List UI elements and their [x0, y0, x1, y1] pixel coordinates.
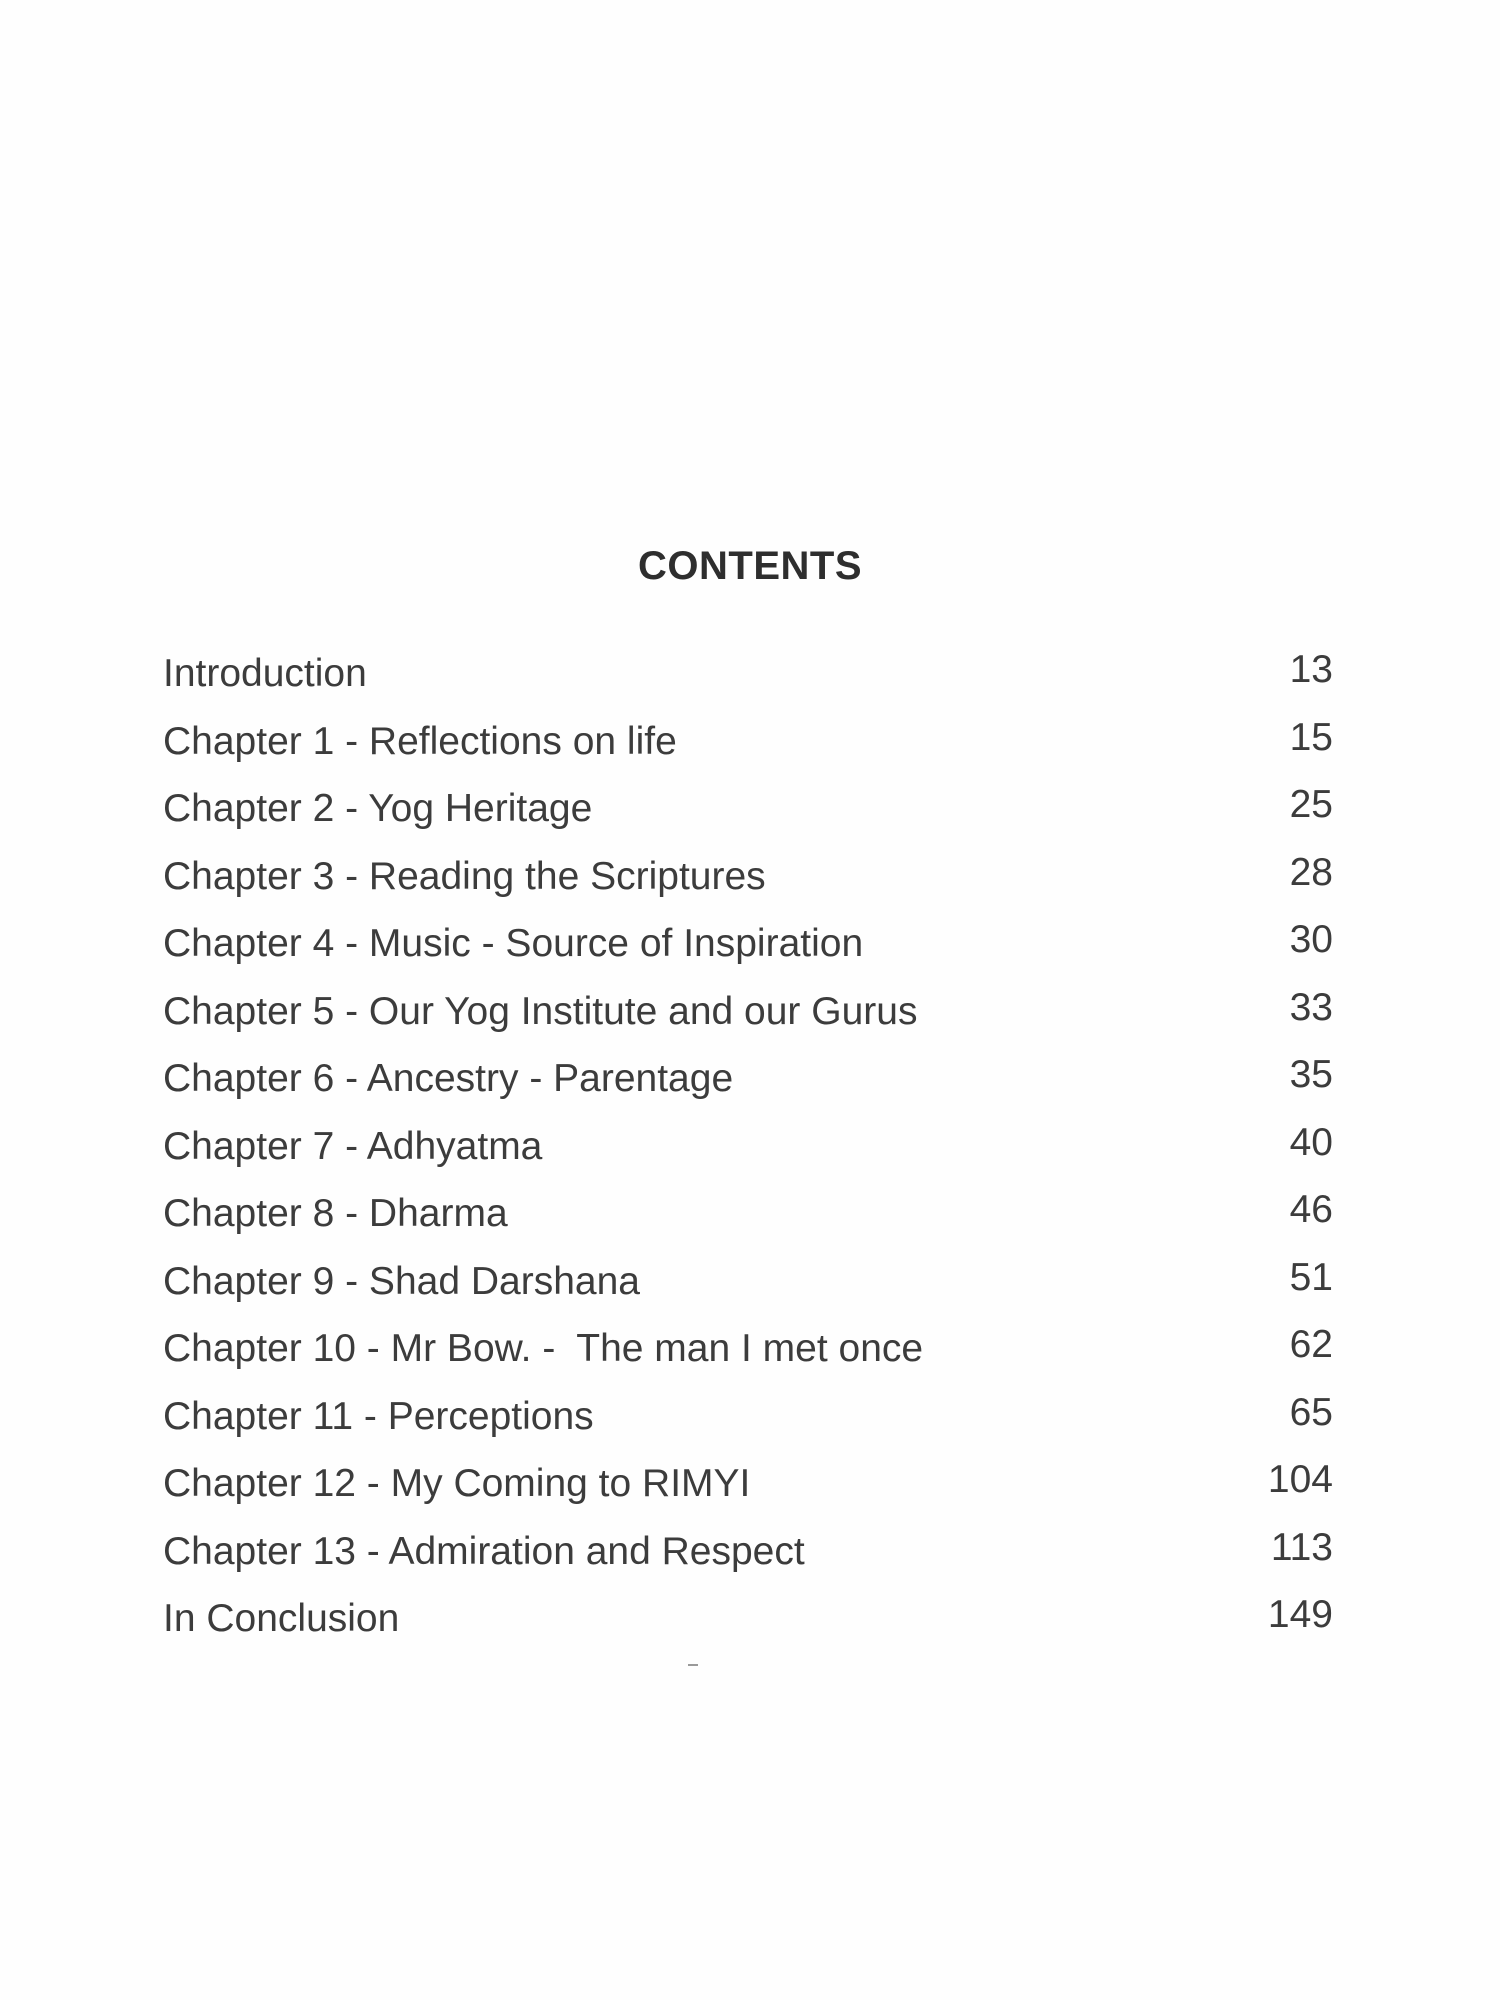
toc-entry-title: Introduction	[163, 652, 367, 695]
toc-entry-page: 13	[1289, 648, 1333, 691]
toc-entry-title: Chapter 6 - Ancestry - Parentage	[163, 1057, 734, 1100]
toc-entry	[163, 978, 1333, 1046]
toc-entry-page: 104	[1267, 1458, 1333, 1501]
toc-entry-title: Chapter 1 - Reflections on life	[163, 719, 677, 763]
toc-entry-page: 113	[1270, 1525, 1333, 1569]
toc-entry-page: 62	[1289, 1323, 1333, 1366]
toc-entry-title: Chapter 10 - Mr Bow. - The man I met once	[163, 1327, 924, 1370]
toc-entry-page: 40	[1289, 1120, 1333, 1164]
toc-entry	[163, 1518, 1333, 1586]
print-mark	[688, 1664, 698, 1666]
toc-entry-page: 28	[1289, 850, 1333, 894]
toc-entry-title: Chapter 4 - Music - Source of Inspiration	[163, 922, 864, 965]
toc-entry	[163, 1248, 1333, 1316]
toc-entry-title: Chapter 11 - Perceptions	[163, 1394, 594, 1438]
toc-entry-page: 15	[1289, 715, 1333, 759]
toc-entry	[163, 843, 1333, 911]
toc-entry	[163, 910, 1333, 978]
toc-entry	[163, 708, 1333, 776]
toc-entry-page: 46	[1289, 1188, 1333, 1231]
toc-entry	[163, 640, 1333, 708]
toc-entry-page: 33	[1289, 985, 1333, 1029]
toc-entry-title: Chapter 7 - Adhyatma	[163, 1124, 543, 1168]
toc-entry	[163, 1315, 1333, 1383]
toc-entry-page: 149	[1267, 1593, 1333, 1636]
toc-entry-title: Chapter 8 - Dharma	[163, 1192, 508, 1235]
contents-heading: CONTENTS	[638, 544, 862, 588]
toc-entry-page: 65	[1289, 1390, 1333, 1434]
toc-entry	[163, 1383, 1333, 1451]
toc-entry-page: 30	[1289, 918, 1333, 961]
toc-entry	[163, 1113, 1333, 1181]
table-of-contents	[163, 640, 1333, 1653]
toc-entry-title: Chapter 13 - Admiration and Respect	[163, 1529, 805, 1573]
toc-entry	[163, 775, 1333, 843]
toc-entry-title: Chapter 9 - Shad Darshana	[163, 1259, 640, 1303]
toc-entry-page: 25	[1289, 783, 1333, 826]
toc-entry-page: 35	[1289, 1053, 1333, 1096]
toc-entry	[163, 1450, 1333, 1518]
toc-entry	[163, 1585, 1333, 1653]
toc-entry-title: Chapter 2 - Yog Heritage	[163, 787, 593, 830]
toc-entry-title: In Conclusion	[163, 1597, 400, 1640]
toc-entry	[163, 1180, 1333, 1248]
toc-entry-title: Chapter 3 - Reading the Scriptures	[163, 854, 766, 898]
toc-entry-page: 51	[1289, 1255, 1333, 1299]
toc-entry-title: Chapter 5 - Our Yog Institute and our Gurus	[163, 989, 918, 1033]
toc-entry	[163, 1045, 1333, 1113]
toc-entry-title: Chapter 12 - My Coming to RIMYI	[163, 1462, 751, 1505]
